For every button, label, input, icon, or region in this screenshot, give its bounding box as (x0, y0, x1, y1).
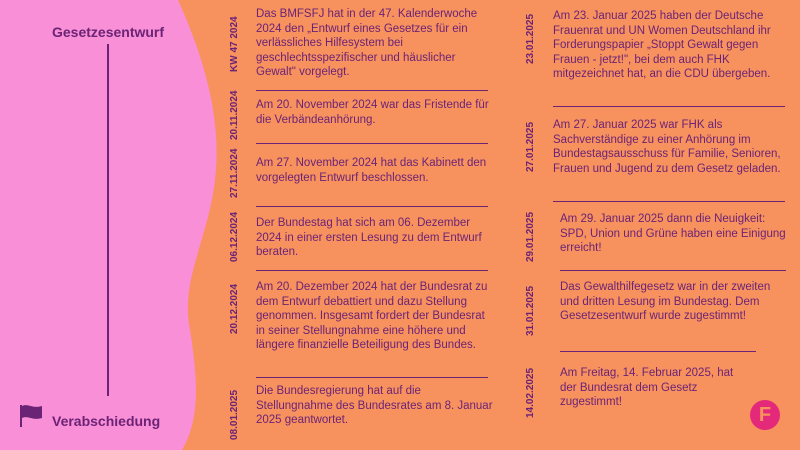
entry-date: 23.01.2025 (525, 13, 536, 64)
divider (256, 206, 488, 207)
entry-text: Am 27. November 2024 hat das Kabinett den vorgelegten Entwurf beschlossen. (256, 157, 487, 184)
entry-text: Am 29. Januar 2025 dann die Neuigkeit: SPD, Union und Grüne haben eine Einigung erreicht! (560, 213, 786, 254)
entry-text: Am 20. Dezember 2024 hat der Bundesrat zu dem Entwurf debattiert und dazu Stellung genommen. Insgesamt fordert der Bundesrat in seiner Stellungnahme eine höhere und längere finanzielle Beteiligung des Bundes. (256, 281, 488, 351)
divider (256, 270, 488, 271)
entry-date: 20.11.2024 (229, 90, 240, 140)
entry-date: 20.12.2024 (229, 283, 240, 334)
divider (560, 351, 756, 352)
entry-date: 06.12.2024 (229, 211, 240, 262)
entry-text: Das Gewalthilfegesetz war in der zweiten und dritten Lesung im Bundestag. Dem Gesetzesentwurf wurde zugestimmt! (560, 281, 771, 322)
entry-text: Das BMFSFJ hat in der 47. Kalenderwoche 2024 den „Entwurf eines Gesetzes für ein verlässliches Hilfesystem bei geschlechtsspezifischer und häuslicher Gewalt" vorgelegt. (256, 8, 478, 78)
entry-date: 08.01.2025 (229, 389, 240, 440)
entry-text: Am Freitag, 14. Februar 2025, hat der Bundesrat dem Gesetz zugestimmt! (560, 367, 734, 408)
divider (256, 90, 488, 91)
entry-date: 27.11.2024 (229, 148, 240, 198)
entry-text: Am 27. Januar 2025 war FHK als Sachverständige zu einer Anhörung im Bundestagsausschuss für Familie, Senioren, Frauen und Jugend zu dem Gesetz geladen. (553, 119, 781, 175)
entry-text: Am 23. Januar 2025 haben der Deutsche Frauenrat und UN Women Deutschland ihr Forderungspapier „Stoppt Gewalt gegen Frauen - jetzt!", bei dem auch FHK mitgezeichnet hat, an die CDU übergeben. (553, 10, 771, 80)
sidebar-timeline-line (107, 44, 109, 396)
entry-text: Am 20. November 2024 war das Fristende für die Verbändeanhörung. (256, 99, 489, 126)
divider (256, 377, 488, 378)
entry-date: 29.01.2025 (525, 211, 536, 262)
divider (560, 270, 786, 271)
entry-date: 31.01.2025 (525, 285, 536, 336)
flag-icon (18, 403, 44, 429)
sidebar-title: Gesetzesentwurf (52, 24, 165, 40)
entry-text: Die Bundesregierung hat auf die Stellungnahme des Bundesrates am 8. Januar 2025 geantwortet. (256, 385, 493, 426)
logo-letter: F (758, 404, 772, 426)
fhk-logo (750, 400, 780, 430)
divider (553, 201, 785, 202)
divider (553, 106, 785, 107)
entry-date: KW 47 2024 (229, 16, 240, 72)
entry-date: 27.01.2025 (525, 121, 536, 172)
entry-date: 14.02.2025 (525, 367, 536, 418)
divider (256, 143, 488, 144)
entry-text: Der Bundestag hat sich am 06. Dezember 2024 in einer ersten Lesung zu dem Entwurf beraten. (256, 217, 482, 258)
sidebar-footer-label: Verabschiedung (52, 413, 161, 429)
